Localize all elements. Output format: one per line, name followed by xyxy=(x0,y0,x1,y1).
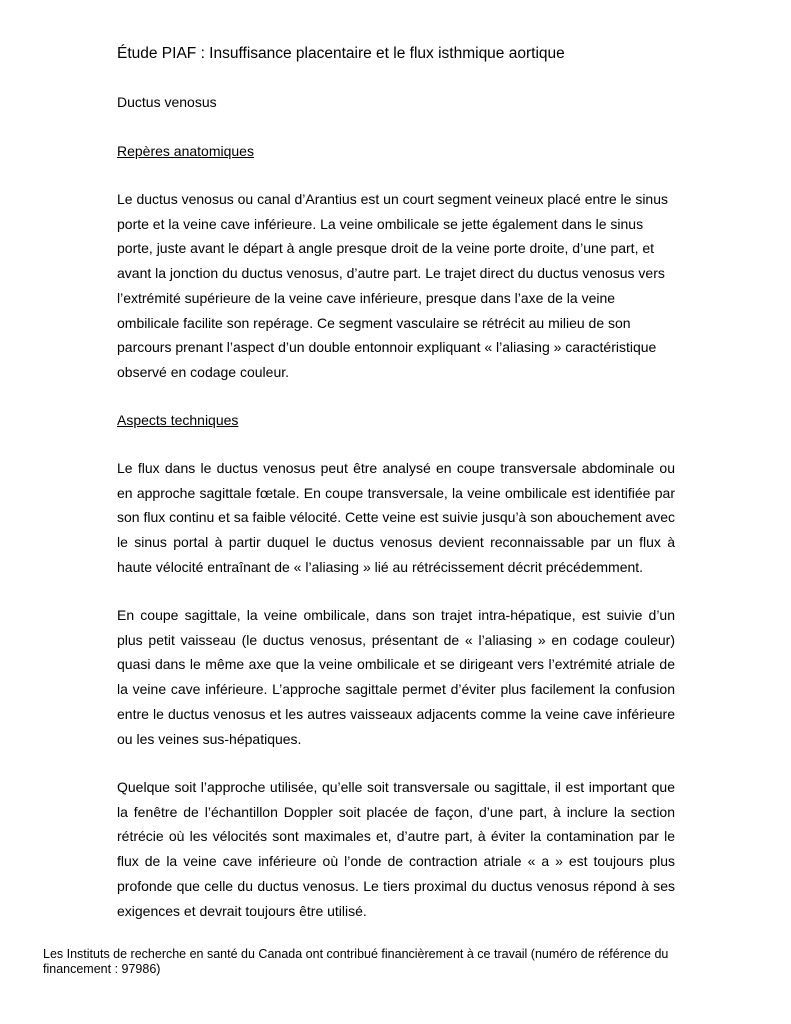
paragraph-aspects-techniques-3: Quelque soit l’approche utilisée, qu’elle soit transversale ou sagittale, il est important que la fenêtre de l’échantillon Doppler soit placée de façon, d’une part, à inclure la section rétrécie où les vélocités sont maximales et, d’autre part, à éviter la contamination par le flux de la veine cave inférieure où l’onde de contraction atriale « a » est toujours plus profonde que celle du ductus venosus. Le tiers proximal du ductus venosus répond à ses exigences et devrait toujours être utilisé. xyxy=(117,779,675,919)
subheading-aspects-techniques: Aspects techniques xyxy=(117,412,239,428)
section-heading: Ductus venosus xyxy=(117,94,217,110)
paragraph-aspects-techniques-2: En coupe sagittale, la veine ombilicale, dans son trajet intra-hépatique, est suivie d’un plus petit vaisseau (le ductus venosus, présentant de « l’aliasing » en codage couleur) quasi dans le même axe que la veine ombilicale et se dirigeant vers l’extrémité atriale de la veine cave inférieure. L’approche sagittale permet d’éviter plus facilement la confusion entre le ductus venosus et les autres vaisseaux adjacents comme la veine cave inférieure ou les veines sus-hépatiques. xyxy=(117,607,675,747)
funding-footer-note: Les Instituts de recherche en santé du Canada ont contribué financièrement à ce travail (numéro de référence du financement : 97986) xyxy=(43,947,669,976)
subheading-reperes-anatomiques: Repères anatomiques xyxy=(117,143,254,159)
paragraph-reperes-anatomiques: Le ductus venosus ou canal d’Arantius est un court segment veineux placé entre le sinus porte et la veine cave inférieure. La veine ombilicale se jette également dans le sinus porte, juste avant le départ à angle presque droit de la veine porte droite, d’une part, et avant la jonction du ductus venosus, d’autre part. Le trajet direct du ductus venosus vers l’extrémité supérieure de la veine cave inférieure, presque dans l’axe de la veine ombilicale facilite son repérage. Ce segment vasculaire se rétrécit au milieu de son parcours prenant l’aspect d’un double entonnoir expliquant « l’aliasing » caractéristique observé en codage couleur. xyxy=(117,191,668,380)
document-title: Étude PIAF : Insuffisance placentaire et le flux isthmique aortique xyxy=(117,45,565,62)
paragraph-aspects-techniques-1: Le flux dans le ductus venosus peut être analysé en coupe transversale abdominale ou en approche sagittale fœtale. En coupe transversale, la veine ombilicale est identifiée par son flux continu et sa faible vélocité. Cette veine est suivie jusqu’à son abouchement avec le sinus portal à partir duquel le ductus venosus devient reconnaissable par un flux à haute vélocité entraînant de « l’aliasing » lié au rétrécissement décrit précédemment. xyxy=(117,460,675,575)
